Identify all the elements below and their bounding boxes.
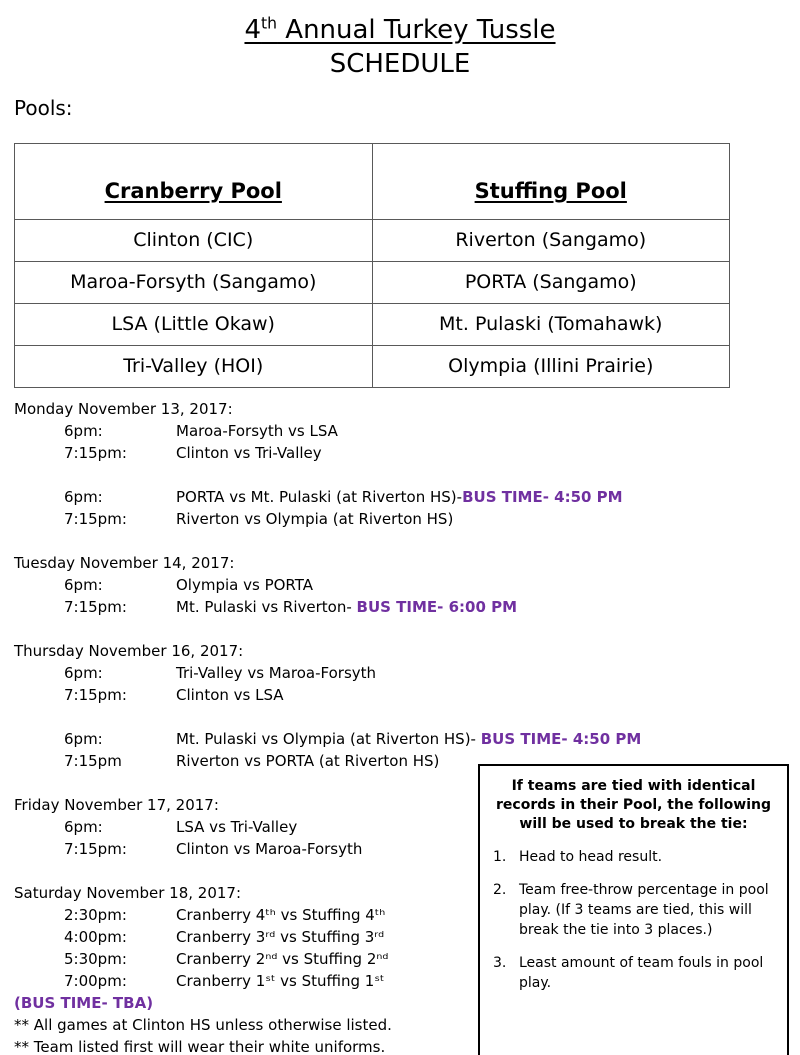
- table-cell-stuffing-team: PORTA (Sangamo): [372, 261, 730, 303]
- matchup-text: Cranberry 1ˢᵗ vs Stuffing 1ˢᵗ: [176, 971, 385, 990]
- game-matchup: [176, 420, 800, 442]
- game-matchup: [176, 486, 800, 508]
- pool-table-header-row: [15, 143, 730, 219]
- table-cell-stuffing-team: Olympia (Illini Prairie): [372, 345, 730, 387]
- game-row: [14, 486, 800, 508]
- matchup-text: Mt. Pulaski vs Riverton-: [176, 597, 357, 616]
- tiebreaker-item-number: 1.: [493, 849, 507, 865]
- games-list: [14, 420, 800, 530]
- game-matchup: [176, 596, 800, 618]
- table-row: [15, 303, 730, 345]
- table-cell-cranberry-team: LSA (Little Okaw): [15, 303, 373, 345]
- game-time: [64, 464, 176, 486]
- game-time: 7:15pm:: [64, 597, 127, 616]
- table-row: [15, 345, 730, 387]
- game-matchup: [176, 684, 800, 706]
- games-list: [14, 574, 800, 618]
- matchup-text: Cranberry 2ⁿᵈ vs Stuffing 2ⁿᵈ: [176, 949, 389, 968]
- table-row: [15, 261, 730, 303]
- tiebreaker-item: [493, 953, 774, 993]
- title-superscript: th: [261, 14, 278, 32]
- table-cell-stuffing-team: Riverton (Sangamo): [372, 219, 730, 261]
- table-cell-cranberry-team: Tri-Valley (HOI): [15, 345, 373, 387]
- pools-label: Pools:: [14, 95, 73, 120]
- day-header: Thursday November 16, 2017:: [14, 641, 244, 660]
- game-row: [14, 442, 800, 464]
- pool-table: [14, 143, 730, 388]
- game-time: 7:15pm:: [64, 839, 127, 858]
- matchup-text: Cranberry 3ʳᵈ vs Stuffing 3ʳᵈ: [176, 927, 385, 946]
- game-time: 6pm:: [64, 817, 103, 836]
- pool-table-body: [15, 219, 730, 387]
- page-title: [0, 6, 800, 47]
- game-matchup: [176, 574, 800, 596]
- game-time: 2:30pm:: [64, 905, 127, 924]
- game-time: 7:00pm:: [64, 971, 127, 990]
- game-row: [14, 464, 800, 486]
- table-cell-stuffing-team: Mt. Pulaski (Tomahawk): [372, 303, 730, 345]
- title-underline: [244, 15, 555, 45]
- game-row: [14, 706, 800, 728]
- pool-header-stuffing-label: Stuffing Pool: [474, 178, 627, 203]
- game-time: [64, 706, 176, 728]
- game-time: 5:30pm:: [64, 949, 127, 968]
- game-matchup: [176, 706, 800, 728]
- bus-tba-note: (BUS TIME- TBA): [14, 993, 154, 1012]
- tiebreaker-item: [493, 847, 774, 867]
- games-list: [14, 662, 800, 772]
- game-time: 7:15pm:: [64, 685, 127, 704]
- game-time: 6pm:: [64, 421, 103, 440]
- pool-header-cranberry: [15, 143, 373, 219]
- matchup-text: Riverton vs Olympia (at Riverton HS): [176, 509, 454, 528]
- title-part1: 4: [244, 14, 262, 45]
- game-matchup: [176, 442, 800, 464]
- game-time: 6pm:: [64, 487, 103, 506]
- game-time: 6pm:: [64, 663, 103, 682]
- tiebreaker-item-number: 3.: [493, 955, 507, 971]
- tiebreaker-item-text: Team free-throw percentage in pool play. (If 3 teams are tied, this will break the tie into 3 places.): [519, 882, 769, 938]
- matchup-text: Clinton vs LSA: [176, 685, 284, 704]
- matchup-text: Maroa-Forsyth vs LSA: [176, 421, 338, 440]
- game-time: 6pm:: [64, 575, 103, 594]
- tiebreaker-box: [478, 764, 789, 1055]
- pool-header-cranberry-label: Cranberry Pool: [104, 178, 282, 203]
- matchup-text: Tri-Valley vs Maroa-Forsyth: [176, 663, 377, 682]
- tiebreaker-list: [493, 847, 774, 993]
- tiebreaker-item-number: 2.: [493, 882, 507, 898]
- matchup-text: Clinton vs Maroa-Forsyth: [176, 839, 363, 858]
- matchup-text: Clinton vs Tri-Valley: [176, 443, 322, 462]
- game-time: 7:15pm: [64, 751, 122, 770]
- day-header: Saturday November 18, 2017:: [14, 883, 242, 902]
- game-time: 4:00pm:: [64, 927, 127, 946]
- game-row: [14, 508, 800, 530]
- day-section: [14, 552, 800, 618]
- game-row: [14, 684, 800, 706]
- matchup-text: PORTA vs Mt. Pulaski (at Riverton HS)-: [176, 487, 463, 506]
- day-header: Tuesday November 14, 2017:: [14, 553, 235, 572]
- day-section: [14, 398, 800, 530]
- footer-note: ** Team listed first will wear their white uniforms.: [14, 1037, 386, 1055]
- game-row: [14, 596, 800, 618]
- table-row: [15, 219, 730, 261]
- game-time: 6pm:: [64, 729, 103, 748]
- game-row: [14, 420, 800, 442]
- day-header: Monday November 13, 2017:: [14, 399, 233, 418]
- title-part2: Annual Turkey Tussle: [277, 14, 556, 45]
- matchup-text: Mt. Pulaski vs Olympia (at Riverton HS)-: [176, 729, 481, 748]
- day-section: [14, 640, 800, 772]
- game-time: 7:15pm:: [64, 509, 127, 528]
- matchup-text: Cranberry 4ᵗʰ vs Stuffing 4ᵗʰ: [176, 905, 386, 924]
- game-row: [14, 728, 800, 750]
- game-row: [14, 662, 800, 684]
- game-matchup: [176, 662, 800, 684]
- tiebreaker-item: [493, 880, 774, 940]
- matchup-text: Olympia vs PORTA: [176, 575, 314, 594]
- game-time: 7:15pm:: [64, 443, 127, 462]
- day-header: Friday November 17, 2017:: [14, 795, 219, 814]
- game-matchup: [176, 464, 800, 486]
- matchup-text: LSA vs Tri-Valley: [176, 817, 298, 836]
- matchup-text: Riverton vs PORTA (at Riverton HS): [176, 751, 440, 770]
- table-cell-cranberry-team: Maroa-Forsyth (Sangamo): [15, 261, 373, 303]
- bus-time-label: BUS TIME- 4:50 PM: [480, 729, 642, 748]
- tiebreaker-item-text: Least amount of team fouls in pool play.: [519, 955, 764, 991]
- pool-header-stuffing: [372, 143, 730, 219]
- footer-note: ** All games at Clinton HS unless otherwise listed.: [14, 1015, 392, 1034]
- page-subtitle: SCHEDULE: [329, 48, 471, 79]
- game-row: [14, 574, 800, 596]
- tiebreaker-item-text: Head to head result.: [519, 849, 663, 865]
- game-matchup: [176, 728, 800, 750]
- table-cell-cranberry-team: Clinton (CIC): [15, 219, 373, 261]
- tiebreaker-heading: If teams are tied with identical records in their Pool, the following will be used to break the tie:: [496, 778, 771, 832]
- game-matchup: [176, 508, 800, 530]
- pool-table-head: [15, 143, 730, 219]
- bus-time-label: BUS TIME- 6:00 PM: [356, 597, 518, 616]
- bus-time-label: BUS TIME- 4:50 PM: [462, 487, 623, 506]
